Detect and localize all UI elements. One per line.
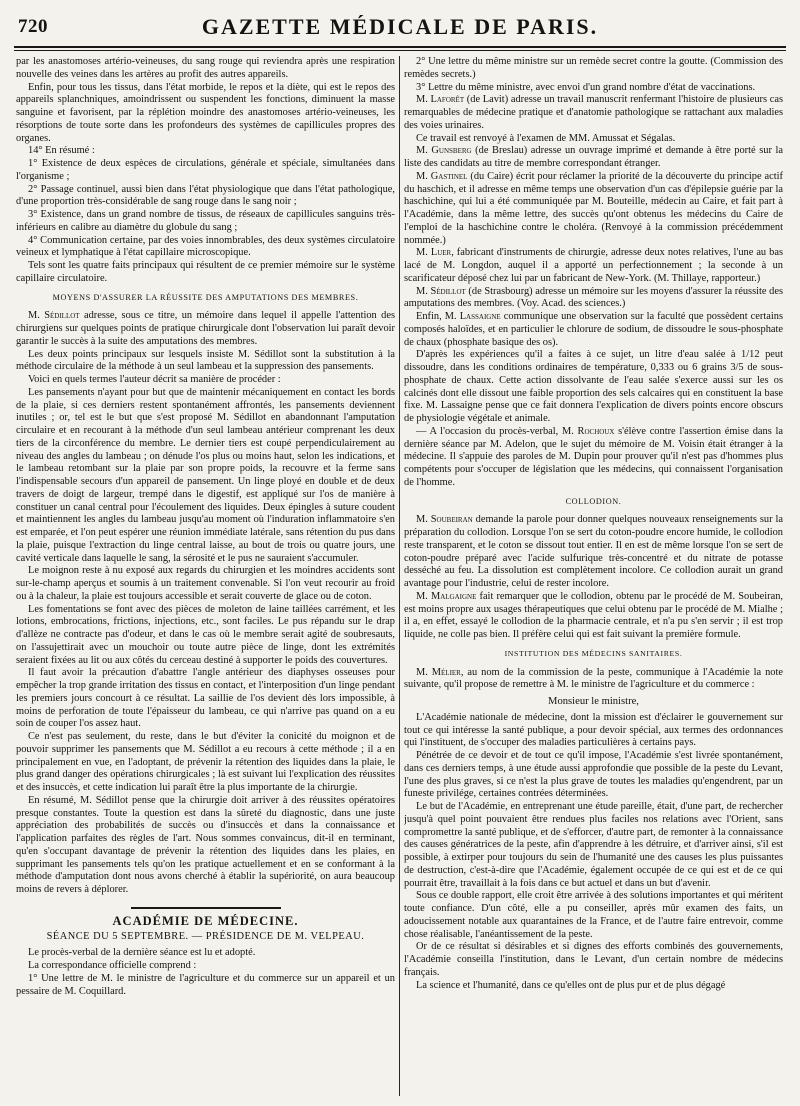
paragraph	[404, 247, 783, 285]
paragraph	[404, 426, 783, 490]
session-line: SÉANCE DU 5 SEPTEMBRE. — PRÉSIDENCE DE M. VELPEAU.	[46, 930, 365, 942]
paragraph: Enfin, pour tous les tissus, dans l'état morbide, le repos et la diète, qui est le repos des appareils splanchniques, amoindrissent ou suspendent les fonctions, diminuent la masse sanguine et favorisent, par la réplétion moindre des anastomoses artério-veineuses, les résorptions de toute sorte dans les profondeurs des systèmes de capillicules propres des organes.	[16, 81, 395, 144]
author-name: M. Gunsberg	[416, 145, 472, 157]
author-name: M. Soubeiran	[416, 514, 473, 526]
paragraph	[404, 311, 783, 349]
author-name: M. Rochoux	[561, 425, 615, 437]
paragraph	[404, 667, 783, 693]
right-column	[404, 56, 783, 1096]
paragraph: Pénétrée de ce devoir et de tout ce qu'il impose, l'Académie s'est livrée spontanément, dans ces derniers temps, à une étude aussi approfondie que possible de la peste du Levant, l'une des plus graves, si ce n'est la plus grave de toutes les maladies qu'engendrent, par un funeste privilége, certaines contrées déterminées.	[404, 750, 783, 800]
paragraph: 2° Passage continuel, aussi bien dans l'état physiologique que dans l'état pathologique, d'une proportion très-considérable de sang rouge dans le sang noir ;	[16, 183, 395, 208]
left-column	[16, 56, 395, 1096]
paragraph: Le procès-verbal de la dernière séance est lu et adopté.	[28, 947, 256, 959]
paragraph: 14° En résumé :	[28, 145, 95, 157]
column-divider	[399, 56, 400, 1096]
paragraph	[404, 145, 783, 171]
paragraph-text: s'élève contre l'assertion émise dans la dernière séance par M. Adelon, que le sujet du mémoire de M. Voisin était étranger à la médecine. Il s'appuie des paroles de M. Dupin pour prouver qu'il n'est pas d'hommes plus compétents pour s'occuper de législation que les médecins, qui connaissent l'organisation de l'homme.	[404, 425, 783, 488]
paragraph	[404, 514, 783, 591]
paragraph	[404, 286, 783, 312]
paragraph: 1° Une lettre de M. le ministre de l'agriculture et du commerce sur un appareil et un pessaire de M. Coquillard.	[16, 972, 395, 997]
author-name: M. Malgaigne	[416, 590, 477, 602]
paragraph: Le moignon reste à nu exposé aux regards du chirurgien et les moindres accidents sont sur-le-champ aperçus et soumis à un traitement convenable. Si l'on veut recourir au froid ou à la chaleur, la plaie est toujours accessible et serait couverte de glace ou de coton.	[16, 565, 395, 602]
paragraph	[404, 94, 783, 132]
paragraph: Les fomentations se font avec des pièces de moleton de laine taillées carrément, et les lotions, embrocations, frictions, injections, etc., sont faciles. Le pus répandu sur le drap d'allèze ne contracte pas d'odeur, et dans le cas où le membre serait agité de soubresauts, on l'assujettirait avec un mouchoir ou toute autre pièce de linge, dont les extrémités seraient fixées au lit ou aux côtés du cerceau destiné à supporter le poids des couvertures.	[16, 603, 395, 666]
salutation: Monsieur le ministre,	[548, 696, 639, 707]
author-name: M. Sédillot	[28, 310, 80, 322]
paragraph: En résumé, M. Sédillot pense que la chirurgie doit arriver à des réussites opératoires presque constantes. Toute la question est dans la sûreté du diagnostic, dans une juste appréciation des probabilités de succès ou d'insuccès et dans la connaissance et l'application parfaites des règles de l'art. Nous sommes convaincus, dit-il en terminant, qu'en s'occupant davantage de prévenir la rétention des liquides dans les plaies, en supprimant les pansements tels qu'on les pratique actuellement et en se conformant à la méthode d'amputation dont nous avons cherché à établir la supériorité, on aura beaucoup moins de revers à déplorer.	[16, 794, 395, 895]
author-name: M. Mélier	[416, 666, 461, 678]
author-name: M. Luer	[416, 247, 452, 259]
paragraph: L'Académie nationale de médecine, dont la mission est d'éclairer le gouvernement sur tout ce qui intéresse la santé publique, a pour devoir spécial, aux termes des ordonnances qui l'instituent, de s'occuper des maladies particulières à certains pays.	[404, 711, 783, 749]
page-number: 720	[18, 16, 48, 37]
paragraph: La science et l'humanité, dans ce qu'elles ont de plus pur et de plus dégagé	[416, 979, 726, 991]
section-rule	[131, 907, 281, 909]
author-name: M. Lassaigne	[444, 311, 501, 322]
paragraph	[404, 171, 783, 248]
paragraph-text: fait remarquer que le collodion, obtenu par le procédé de M. Soubeiran, est moins propre aux usages thérapeutiques que celui obtenu par le procédé de M. Mialhe ; il a, en effet, essayé le collodion de la pharmacie centrale, et n'a pu s'en servir ; il est trop liquide, ne colle pas bien. Il préfère celui qui est fait suivant la première formule.	[404, 590, 783, 640]
author-name: M. Gastinel	[416, 170, 468, 182]
paragraph-text: adresse, sous ce titre, un mémoire dans lequel il appelle l'attention des chirurgiens sur quelques points de pratique chirurgicale dont l'observation lui paraît devoir garantir le succès à la suite des amputations des membres.	[16, 310, 395, 347]
paragraph: 3° Lettre du même ministre, avec envoi d'un grand nombre d'état de vaccinations.	[416, 81, 756, 93]
paragraph: Voici en quels termes l'auteur décrit sa manière de procéder :	[28, 374, 281, 385]
paragraph: D'après les expériences qu'il a faites à ce sujet, un litre d'eau salée à 1/12 peut dissoudre, dans les conditions ordinaires de température, 0,333 ou 6 grains 3/5 de sous-phosphate de chaux. Cette action dissolvante de l'eau salée s'exerce aussi sur les os calcinés dont elle dissout une faible proportion des sels calcaires qui en constituent la base fixe. M. Lassaigne pense que ce fait donnera l'explication de divers points encore obscurs de physiologie végétale et animale.	[404, 349, 783, 424]
section-heading-collodion: COLLODION.	[565, 496, 622, 506]
paragraph: par les anastomoses artério-veineuses, du sang rouge qui reviendra après une respiration nouvelle des veines dans les artères au profit des autres appareils.	[16, 56, 395, 80]
paragraph: 3° Existence, dans un grand nombre de tissus, de réseaux de capillicules sanguins très-inférieurs en calibre au diamètre du globule du sang ;	[16, 209, 395, 233]
paragraph	[404, 591, 783, 642]
paragraph: Tels sont les quatre faits principaux qui résultent de ce premier mémoire sur le système capillaire circulatoire.	[16, 260, 395, 284]
paragraph: 1° Existence de deux espèces de circulations, générale et spéciale, simultanées dans l'organisme ;	[16, 158, 395, 182]
paragraph: Il faut avoir la précaution d'abattre l'angle antérieur des diaphyses osseuses pour empêcher la trop grande irritation des tissus en contact, et l'interposition d'un linge pendant les premiers jours concourt à ce résultat. La saillie de l'os devient dès lors impossible, à moins de perforation de toute l'épaisseur du lambeau, ce qui n'arrive pas quand on a eu soin de couper l'os assez haut.	[16, 667, 395, 730]
paragraph: 2° Une lettre du même ministre sur un remède secret contre la goutte. (Commission des remèdes secrets.)	[404, 56, 783, 80]
page-header	[14, 14, 786, 44]
paragraph: Les pansements n'ayant pour but que de maintenir mécaniquement en contact les bords de la plaie, si ces derniers restent spontanément affrontés, les pansements deviennent inutiles ; or, tel est le but que s'est proposé M. Sédillot en abandonnant l'amputation circulaire et en recourant à la méthode d'un seul lambeau antérieur comprenant les deux tiers de la circonférence du membre. Le dernier tiers est coupé perpendiculairement au niveau des angles du lambeau ; on dénude l'os plus ou moins haut, selon les indications, et le lambeau retombant sur la plaie par son propre poids, la recouvre et la ferme sans l'indispensable secours d'un appareil de pansement. Un linge ployé en double et de deux travers de doigt de largeur, trempé dans le digestif, est appliqué sur l'os de manière à constituer un canal central pour l'écoulement des liquides. Deux épingles à suture coudent et maintiennent les angles du lambeau jusqu'au moment où l'induration inflammatoire s'en est emparée, et l'on peut espérer une réunion immédiate latérale, sans rétention du pus dans la plaie, puisque l'extraction du linge central laisse, au bout de trois ou quatre jours, une cavité verticale dans laquelle le sang, la sérosité et le pus ne sauraient s'accumuler.	[16, 386, 395, 564]
paragraph-text: demande la parole pour donner quelques nouveaux renseignements sur la préparation du collodion. Lorsque l'on se sert du coton-poudre encore humide, le collodion reste transparent, et le coton se dissout tout entier. Il en est de même lorsque l'on se sert de coton-poudre préparé avec l'acide sulfurique très-concentré et du nitrate de potasse desséché au feu. La dissolution est complètement incolore. Ce collodion aurait un grand avantage pour l'industrie, celui de rester incolore.	[404, 514, 783, 589]
paragraph: 4° Communication certaine, par des voies innombrables, des deux systèmes circulatoire veineux et lymphatique à l'état capillaire microscopique.	[16, 234, 395, 259]
paragraph: Les deux points principaux sur lesquels insiste M. Sédillot sont la substitution à la méthode circulaire de la méthode à un seul lambeau et la suppression des pansements.	[16, 348, 395, 373]
academy-title: ACADÉMIE DE MÉDECINE.	[112, 913, 299, 928]
section-heading-institution: INSTITUTION DES MÉDECINS SANITAIRES.	[504, 648, 683, 658]
header-rule	[14, 46, 786, 51]
paragraph: Ce travail est renvoyé à l'examen de MM. Amussat et Ségalas.	[416, 132, 676, 144]
journal-title: GAZETTE MÉDICALE DE PARIS.	[201, 14, 599, 39]
author-name: M. Laforêt	[416, 94, 465, 106]
paragraph: Sous ce double rapport, elle croit être arrivée à des solutions importantes et qui méritent toute confiance. D'un côté, elle a pu conseiller, après mûr examen des faits, un adoucissement notable aux quarantaines de la France, et de l'autre faire entrevoir, comme chose réalisable, l'anéantissement de la peste.	[404, 890, 783, 940]
paragraph-text: (du Caire) écrit pour réclamer la priorité de la découverte du principe actif du haschich, et il adresse en même temps une observation d'un cas d'épilepsie guérie par la haschichine, qui lui a été communiquée par M. Bouteille, médecin au Caire, et fait part à l'Académie, dans la même lettre, des succès qu'ont obtenus les médecins du Caire de l'emploi de la haschichine contre le choléra. (Renvoyé à la commission précédemment nommée.)	[404, 170, 783, 246]
paragraph-text: , au nom de la commission de la peste, communique à l'Académie la note suivante, qu'il propose de remettre à M. le ministre de l'agriculture et du commerce :	[404, 666, 783, 691]
author-name: M. Sédillot	[416, 285, 466, 297]
paragraph-text: (de Strasbourg) adresse un mémoire sur les moyens d'assurer la réussite des amputations des membres. (Voy. Acad. des sciences.)	[404, 285, 783, 310]
section-heading-amputations: MOYENS D'ASSURER LA RÉUSSITE DES AMPUTATIONS DES MEMBRES.	[52, 292, 359, 302]
paragraph-text: (de Lavit) adresse un travail manuscrit renfermant l'histoire de plusieurs cas remarquables de médecine pratique et d'anatomie pathologique se rattachant aux maladies des voies urinaires.	[404, 94, 783, 131]
paragraph: Ce n'est pas seulement, du reste, dans le but d'éviter la conicité du moignon et de pouvoir supprimer les pansements que M. Sédillot a eu recours à cette méthode ; il a en principalement en vue, en l'adoptant, de prévenir la rétention des liquides dans la plaie, le plus grand danger des opérations chirurgicales ; là est suivant lui l'explication des réussites et des insuccès, et cette indication lui paraît être la plus importante de la chirurgie.	[16, 731, 395, 793]
paragraph-text: (de Breslau) adresse un ouvrage imprimé et demande à être porté sur la liste des candidats au titre de membre correspondant étranger.	[404, 145, 783, 169]
paragraph	[16, 310, 395, 348]
paragraph: Or de ce résultat si désirables et si dignes des efforts combinés des gouvernements, l'Académie conseilla l'institution, dans le Levant, d'un certain nombre de médecins français.	[404, 941, 783, 978]
paragraph-text: , fabricant d'instruments de chirurgie, adresse deux notes relatives, l'une au bas lacé de M. Longdon, auquel il a apporté un perfectionnement ; la seconde à un scarificateur déposé chez lui par un fabricant de New-York. (M. Thillaye, rapporteur.)	[404, 247, 783, 284]
paragraph-text: communique une observation sur la faculté que possèdent certains composés haloïdes, et en particulier le chlorure de sodium, de dissoudre le sous-phosphate de chaux (phosphate basique des os).	[404, 311, 783, 348]
paragraph: La correspondance officielle comprend :	[28, 960, 197, 971]
paragraph-text: Enfin,	[416, 311, 445, 322]
paragraph: Le but de l'Académie, en entreprenant une étude pareille, était, d'une part, de rechercher jusqu'à quel point pouvaient être rendues plus faciles nos relations avec l'Orient, sans compromettre la santé publique, et de s'efforcer, d'autre part, de remonter à la connaissance des causes génératrices de la peste, afin d'apprendre à les détruire, et d'arriver ainsi, s'il est possible, à extirper pour toujours du sein de l'humanité une des causes les plus puissantes de destruction, c'est-à-dire que l'Académie, également occupée de ce qui est et de ce qui pourrait être, travaillait à la fois dans ce but actuel et dans un but d'avenir.	[404, 801, 783, 889]
paragraph-text: — A l'occasion du procès-verbal,	[416, 425, 562, 437]
